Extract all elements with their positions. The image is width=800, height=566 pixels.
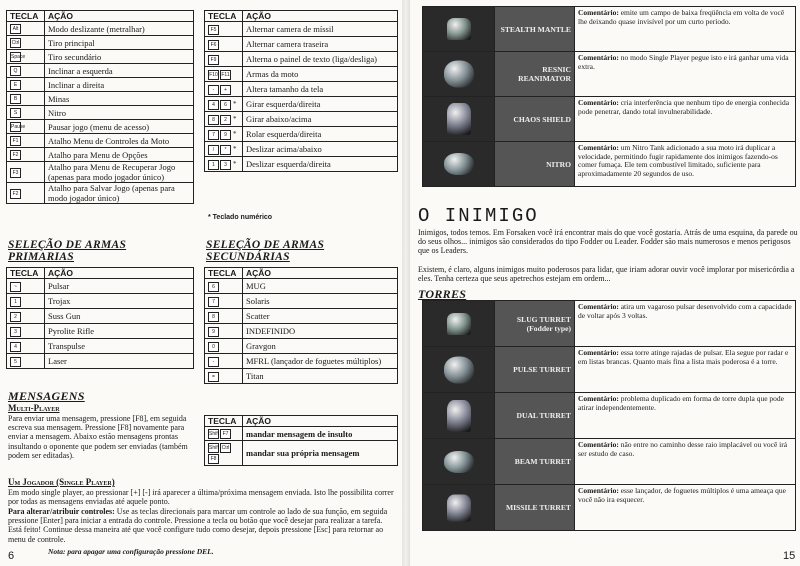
table-row <box>205 52 398 67</box>
multiplayer-title: Multi-Player <box>8 403 60 413</box>
item-comment <box>575 393 796 439</box>
item-name: BEAM TURRET <box>495 439 575 485</box>
numpad-footnote: * Teclado numérico <box>208 214 273 221</box>
secondary-title-line1: SELEÇÃO DE ARMAS <box>206 239 325 251</box>
key-cell <box>205 142 243 157</box>
page-number-left: 6 <box>8 550 15 562</box>
action-cell: Trojax <box>45 294 194 309</box>
comment-label: Comentário: <box>578 53 619 62</box>
key-cell <box>7 183 45 204</box>
key-cell <box>205 37 243 52</box>
comment-label: Comentário: <box>578 98 619 107</box>
keycap-icon: = <box>208 372 219 382</box>
item-name: DUAL TURRET <box>495 393 575 439</box>
action-cell: mandar mensagem de insulto <box>243 427 398 441</box>
key-cell <box>205 309 243 324</box>
dual-icon <box>447 400 471 432</box>
comment-text: atira um vagaroso pulsar desenvolvido com a capacidade de voltar após 3 voltas. <box>578 302 792 320</box>
keycap-icon: 2 <box>220 115 231 125</box>
action-cell: Transpulse <box>45 339 194 354</box>
comment-text: cria interferência que nenhum tipo de energia conhecida pode penetrar, dando total invulnerabilidade. <box>578 98 790 116</box>
primary-title-line1: SELEÇÃO DE ARMAS <box>8 239 127 251</box>
keycap-icon: 9 <box>220 130 231 140</box>
item-image <box>423 393 495 439</box>
comment-label: Comentário: <box>578 8 619 17</box>
keycap-icon: 3 <box>10 327 21 337</box>
item-comment <box>575 52 796 97</box>
action-cell: Inclinar a esquerda <box>45 64 194 78</box>
keycap-icon: 4 <box>10 342 21 352</box>
numpad-star-icon: * <box>233 115 237 124</box>
action-cell: Titan <box>243 369 398 384</box>
item-comment <box>575 485 796 531</box>
keycap-icon: S <box>10 108 21 118</box>
keycap-icon: Pause <box>11 124 26 131</box>
table-row <box>205 127 398 142</box>
header-action: AÇÃO <box>243 268 398 279</box>
enemy-title: O INIMIGO <box>418 205 539 227</box>
keycap-icon: Alt <box>10 24 21 34</box>
keycap-icon: 9 <box>208 327 219 337</box>
key-cell <box>205 354 243 369</box>
primary-title-line2: PRIMARIAS <box>8 251 74 263</box>
action-cell: Atalho Menu de Controles da Moto <box>45 134 194 148</box>
table-row <box>7 134 194 148</box>
keycap-icon: F5 <box>208 25 219 35</box>
list-item <box>423 52 796 97</box>
item-comment <box>575 439 796 485</box>
orb-icon <box>447 103 471 135</box>
table-row <box>7 50 194 64</box>
item-name: STEALTH MANTLE <box>495 7 575 52</box>
key-cell <box>205 339 243 354</box>
table-row <box>7 324 194 339</box>
item-image <box>423 142 495 187</box>
list-item <box>423 97 796 142</box>
header-action: AÇÃO <box>45 11 194 22</box>
action-cell: Deslizar esquerda/direita <box>243 157 398 172</box>
numpad-star-icon: * <box>233 160 237 169</box>
action-cell: mandar sua própria mensagem <box>243 441 398 466</box>
keycap-icon: Space <box>11 54 26 61</box>
beam-icon <box>444 451 474 473</box>
key-cell <box>205 112 243 127</box>
header-action: AÇÃO <box>243 416 398 427</box>
message-shortcuts-table <box>204 415 398 466</box>
action-cell: Rolar esquerda/direita <box>243 127 398 142</box>
action-cell: Deslizar acima/abaixo <box>243 142 398 157</box>
table-row <box>7 64 194 78</box>
item-image <box>423 52 495 97</box>
key-cell <box>205 67 243 82</box>
right-page <box>410 0 800 566</box>
key-cell <box>7 64 45 78</box>
key-cell <box>205 427 243 441</box>
action-cell: Gravgon <box>243 339 398 354</box>
item-image <box>423 97 495 142</box>
key-cell <box>7 78 45 92</box>
comment-label: Comentário: <box>578 302 619 311</box>
item-name: SLUG TURRET (Fodder type) <box>495 301 575 347</box>
action-cell: Girar abaixo/acima <box>243 112 398 127</box>
keycap-icon: / <box>208 145 219 155</box>
keycap-icon: * <box>220 145 231 155</box>
keycap-icon: 4 <box>208 100 219 110</box>
action-cell: Armas da moto <box>243 67 398 82</box>
table-row <box>205 112 398 127</box>
key-cell <box>7 279 45 294</box>
comment-text: esse lançador, de foguetes múltiplos é uma ameaça que você não ira esquecer. <box>578 486 786 504</box>
table-row <box>205 82 398 97</box>
table-row <box>7 309 194 324</box>
keycap-icon: F8 <box>208 454 219 464</box>
numpad-star-icon: * <box>233 100 237 109</box>
key-cell <box>205 279 243 294</box>
multiplayer-text: Para enviar uma mensagem, pressione [F8], em seguida escreva sua mensagem. Pressione [F8] novamente para enviar a mensagem. Abaixo estão mensagens prontas insultando o oponente que podem ser enviadas (também podem ser editadas). <box>8 414 188 460</box>
enemy-paragraph-2: Existem, é claro, alguns inimigos muito poderosos para lidar, que iriam adorar ouvir você implorar por misericórdia a eles. Tenha certeza que seus apetrechos estejam em ordem... <box>418 265 795 284</box>
item-comment <box>575 97 796 142</box>
action-cell: INDEFINIDO <box>243 324 398 339</box>
action-cell: MFRL (lançador de foguetes múltiplos) <box>243 354 398 369</box>
keycap-icon: F2 <box>10 189 21 199</box>
table-row <box>7 22 194 36</box>
keycap-icon: Ctrl <box>221 445 230 452</box>
item-image <box>423 7 495 52</box>
key-cell <box>205 127 243 142</box>
key-cell <box>7 120 45 134</box>
action-cell: Nitro <box>45 106 194 120</box>
comment-label: Comentário: <box>578 348 619 357</box>
item-comment <box>575 347 796 393</box>
table-row <box>205 142 398 157</box>
action-cell: Pulsar <box>45 279 194 294</box>
list-item <box>423 485 796 531</box>
key-cell <box>7 50 45 64</box>
table-row <box>7 294 194 309</box>
keycap-icon: F6 <box>208 40 219 50</box>
keycap-icon: 1 <box>208 160 219 170</box>
key-cell <box>7 22 45 36</box>
capsule-icon <box>444 61 474 88</box>
delete-note: Nota: para apagar uma configuração pressione DEL. <box>48 547 214 556</box>
table-row <box>205 309 398 324</box>
item-comment <box>575 142 796 187</box>
table-row <box>7 36 194 50</box>
controls-table-1 <box>6 10 194 204</box>
item-image <box>423 347 495 393</box>
list-item <box>423 439 796 485</box>
key-cell <box>7 162 45 183</box>
keycap-icon: Ctrl <box>11 40 20 47</box>
keycap-icon: 6 <box>220 100 231 110</box>
table-row <box>7 183 194 204</box>
header-key: TECLA <box>7 11 45 22</box>
comment-label: Comentário: <box>578 143 619 152</box>
keycap-icon: - <box>208 85 219 95</box>
keycap-icon: F1 <box>10 136 21 146</box>
table-row <box>7 106 194 120</box>
key-cell <box>7 148 45 162</box>
key-cell <box>205 369 243 384</box>
enemy-paragraph-1: Inimigos, todos temos. Em Forsaken você irá encontrar mais do que você gostaria. Atrás de uma esquina, da parede ou do seus olhos... inimigos são considerados do tipo Fodder ou Leader. Fodder são mais numerosos e menos perigosos que os Leaders. <box>418 228 798 256</box>
keycap-icon: E <box>10 80 21 90</box>
singleplayer-title: Um Jogador (Single Player) <box>8 477 115 487</box>
secondary-weapons-title <box>206 239 324 263</box>
action-cell: Tiro secundário <box>45 50 194 64</box>
table-row <box>205 339 398 354</box>
action-cell: Pausar jogo (menu de acesso) <box>45 120 194 134</box>
keycap-icon: B <box>10 94 21 104</box>
page-number-right: 15 <box>783 550 796 562</box>
key-cell <box>205 52 243 67</box>
key-cell <box>7 36 45 50</box>
keycap-icon: + <box>220 85 231 95</box>
comment-label: Comentário: <box>578 394 619 403</box>
action-cell: Girar esquerda/direita <box>243 97 398 112</box>
keycap-icon: 0 <box>208 342 219 352</box>
change-controls-block <box>8 507 396 544</box>
list-item <box>423 347 796 393</box>
action-cell: Alterna o painel de texto (liga/desliga) <box>243 52 398 67</box>
table-row <box>7 92 194 106</box>
controls-table-2 <box>204 10 398 172</box>
table-row <box>205 22 398 37</box>
comment-text: problema duplicado em forma de torre dupla que pode atirar independentemente. <box>578 394 784 412</box>
action-cell: Minas <box>45 92 194 106</box>
turrets-title: TORRES <box>418 287 467 301</box>
table-row <box>7 120 194 134</box>
key-cell <box>205 294 243 309</box>
table-row <box>205 279 398 294</box>
primary-weapons-title <box>8 239 126 263</box>
key-cell <box>205 441 243 466</box>
action-cell: Atalho para Menu de Recuperar Jogo (apenas para modo jogador único) <box>45 162 194 183</box>
key-cell <box>7 309 45 324</box>
key-cell <box>205 324 243 339</box>
table-row <box>205 294 398 309</box>
comment-text: essa torre atinge rajadas de pulsar. Ela segue por radar e em listas brancas. Quanto mais fina a lista mais poderosa é a torre. <box>578 348 789 366</box>
item-image <box>423 485 495 531</box>
key-cell <box>7 339 45 354</box>
table-row <box>7 148 194 162</box>
action-cell: Scatter <box>243 309 398 324</box>
comment-text: não entre no caminho desse raio implacável ou você irá ser estudo de caso. <box>578 440 788 458</box>
keycap-icon: Q <box>10 66 21 76</box>
comment-label: Comentário: <box>578 486 619 495</box>
canister-icon <box>444 153 474 175</box>
header-key: TECLA <box>7 268 45 279</box>
table-row <box>205 157 398 172</box>
item-comment <box>575 301 796 347</box>
list-item <box>423 7 796 52</box>
keycap-icon: 5 <box>10 357 21 367</box>
missile-icon <box>447 494 471 521</box>
keycap-icon: 3 <box>220 160 231 170</box>
action-cell: Inclinar a direita <box>45 78 194 92</box>
table-row <box>205 67 398 82</box>
table-row <box>7 339 194 354</box>
slug-icon <box>447 313 471 335</box>
keycap-icon: 8 <box>208 115 219 125</box>
keycap-icon: 8 <box>208 312 219 322</box>
table-row <box>7 162 194 183</box>
table-row <box>205 369 398 384</box>
secondary-title-line2: SECUNDÁRIAS <box>206 251 290 263</box>
table-row <box>205 324 398 339</box>
book-gutter <box>402 0 410 566</box>
keycap-icon: ~ <box>10 282 21 292</box>
header-key: TECLA <box>205 11 243 22</box>
key-cell <box>205 97 243 112</box>
change-controls-text: Use as teclas direcionais para marcar um controle ao lado de sua função, em seguida pressione [Enter] para iniciar a entrada do controle. Pressione a tecla ou botão que você desejar para realizar a tarefa. Está feito! Continue dessa maneira até que você configure tudo como desejar, depois pressione [Esc] para retornar ao menu de controle. <box>8 507 388 544</box>
key-cell <box>7 294 45 309</box>
item-image <box>423 301 495 347</box>
key-cell <box>205 157 243 172</box>
table-row <box>7 354 194 369</box>
messages-title: MENSAGENS <box>8 389 85 403</box>
key-cell <box>7 324 45 339</box>
action-cell: Atalho para Menu de Opções <box>45 148 194 162</box>
table-row <box>7 78 194 92</box>
keycap-icon: 7 <box>208 297 219 307</box>
action-cell: Alternar camera traseira <box>243 37 398 52</box>
key-cell <box>7 106 45 120</box>
comment-text: emite um campo de baixa freqüência em volta de você lhe deixando quase invisível por um curto período. <box>578 8 785 26</box>
action-cell: Pyrolite Rifle <box>45 324 194 339</box>
keycap-icon: F11 <box>221 71 230 78</box>
item-comment <box>575 7 796 52</box>
action-cell: Tiro principal <box>45 36 194 50</box>
pulse-icon <box>444 356 474 383</box>
action-cell: Altera tamanho da tela <box>243 82 398 97</box>
table-row <box>205 427 398 441</box>
keycap-icon: - <box>208 357 219 367</box>
keycap-icon: F3 <box>10 168 21 178</box>
item-name: CHAOS SHIELD <box>495 97 575 142</box>
header-key: TECLA <box>205 268 243 279</box>
table-row <box>205 441 398 466</box>
table-row <box>7 279 194 294</box>
table-row <box>205 37 398 52</box>
item-name: RESNIC REANIMATOR <box>495 52 575 97</box>
keycap-icon: Shift <box>209 445 220 452</box>
primary-weapons-table <box>6 267 194 369</box>
keycap-icon: Shift <box>209 431 220 438</box>
list-item <box>423 301 796 347</box>
action-cell: Alternar camera de míssil <box>243 22 398 37</box>
action-cell: Laser <box>45 354 194 369</box>
comment-text: no modo Single Player pegue isto e irá ganhar uma vida extra. <box>578 53 789 71</box>
keycap-icon: F2 <box>10 150 21 160</box>
table-row <box>205 354 398 369</box>
powerups-table <box>422 6 796 187</box>
action-cell: Suss Gun <box>45 309 194 324</box>
keycap-icon: F10 <box>209 71 218 78</box>
keycap-icon: F7 <box>220 429 231 439</box>
header-action: AÇÃO <box>45 268 194 279</box>
singleplayer-text: Em modo single player, ao pressionar [+] [-] irá aparecer a última/próxima mensagem enviada. Isto lhe possibilita correr por todas as mensagens enviadas até aquele ponto. <box>8 488 394 507</box>
list-item <box>423 393 796 439</box>
list-item <box>423 142 796 187</box>
turrets-table <box>422 300 796 531</box>
action-cell: Modo deslizante (metralhar) <box>45 22 194 36</box>
action-cell: Solaris <box>243 294 398 309</box>
keycap-icon: 2 <box>10 312 21 322</box>
keycap-icon: F9 <box>208 55 219 65</box>
keycap-icon: 6 <box>208 282 219 292</box>
diamond-icon <box>447 18 471 40</box>
item-name: PULSE TURRET <box>495 347 575 393</box>
action-cell: Atalho para Salvar Jogo (apenas para modo jogador único) <box>45 183 194 204</box>
key-cell <box>205 82 243 97</box>
change-controls-label: Para alterar/atribuir controles: <box>8 507 115 516</box>
comment-label: Comentário: <box>578 440 619 449</box>
action-cell: MUG <box>243 279 398 294</box>
key-cell <box>7 92 45 106</box>
header-action: AÇÃO <box>243 11 398 22</box>
numpad-star-icon: * <box>233 145 237 154</box>
numpad-star-icon: * <box>233 130 237 139</box>
key-cell <box>7 354 45 369</box>
header-key: TECLA <box>205 416 243 427</box>
item-name: MISSILE TURRET <box>495 485 575 531</box>
key-cell <box>205 22 243 37</box>
secondary-weapons-table <box>204 267 398 384</box>
item-image <box>423 439 495 485</box>
table-row <box>205 97 398 112</box>
comment-text: um Nitro Tank adicionado a sua moto irá duplicar a velocidade, permitindo fugir rapidamente dos inimigos fazendo-os comer fumaça. Ele tem combustível limitado, suficiente para aproximadamente 20 segundos de uso. <box>578 143 778 178</box>
keycap-icon: 1 <box>10 297 21 307</box>
key-cell <box>7 134 45 148</box>
item-name: NITRO <box>495 142 575 187</box>
keycap-icon: 7 <box>208 130 219 140</box>
